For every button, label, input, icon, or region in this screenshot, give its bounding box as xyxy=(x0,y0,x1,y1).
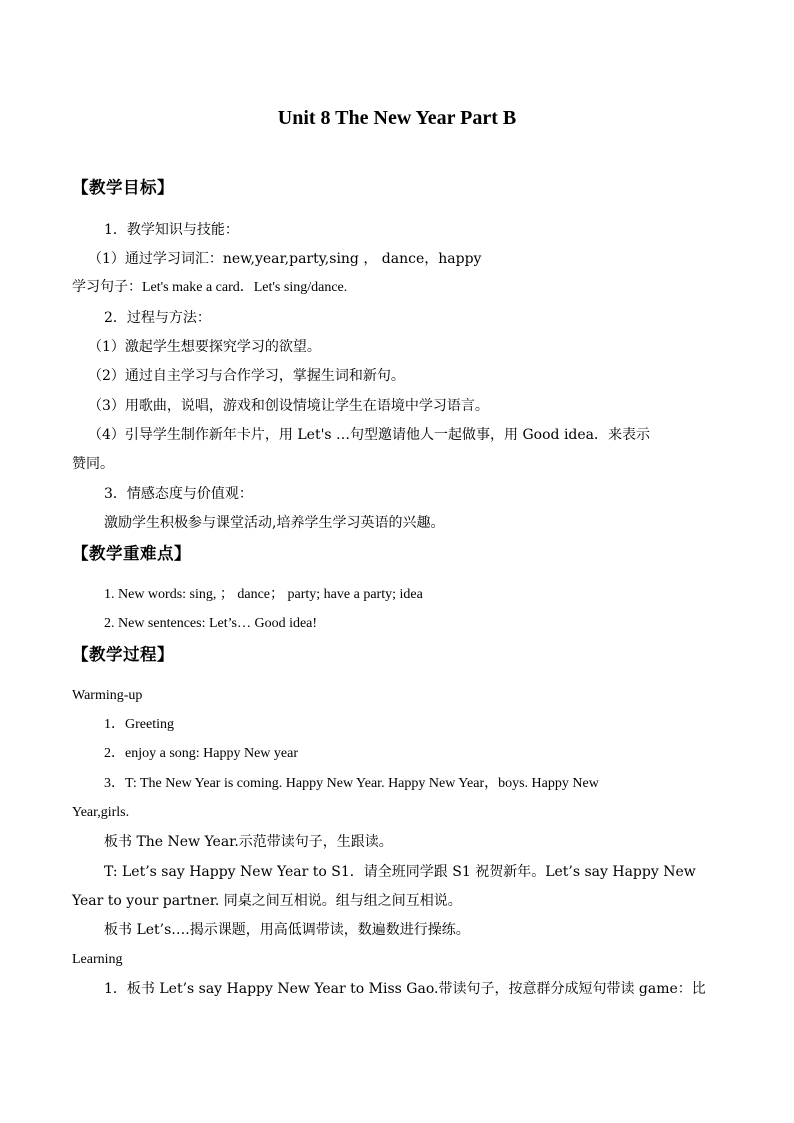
process-line: Warming-up xyxy=(72,688,143,703)
process-line: 3．T: The New Year is coming. Happy New Year. Happy New Year，boys. Happy New xyxy=(104,776,599,791)
process-line: 板书 Let’s….揭示课题，用高低调带读，数遍数进行操练。 xyxy=(104,922,470,938)
section-heading-key-points: 【教学重难点】 xyxy=(72,544,191,563)
process-line: T: Let’s say Happy New Year to S1．请全班同学跟 S1 祝贺新年。Let’s say Happy New xyxy=(104,864,696,880)
goals-line: 学习句子：Let's make a card．Let's sing/dance. xyxy=(72,280,348,295)
document-title: Unit 8 The New Year Part B xyxy=(277,107,517,129)
goals-line: 2．过程与方法： xyxy=(104,310,211,326)
goals-line: 赞同。 xyxy=(72,456,114,472)
goals-line: 激励学生积极参与课堂活动,培养学生学习英语的兴趣。 xyxy=(104,515,445,531)
goals-line: （1）激起学生想要探究学习的欲望。 xyxy=(88,339,321,355)
goals-line: （1）通过学习词汇：new,year,party,sing ， dance，happy xyxy=(88,251,482,267)
key-points-line: 1. New words: sing, ； dance； party; have a party; idea xyxy=(104,587,423,602)
goals-line: 3．情感态度与价值观： xyxy=(104,486,253,502)
process-line: 1．板书 Let’s say Happy New Year to Miss Gao.带读句子，按意群分成短句带读 game：比 xyxy=(104,981,706,997)
process-line: 1．Greeting xyxy=(104,717,174,732)
goals-line: （3）用歌曲，说唱，游戏和创设情境让学生在语境中学习语言。 xyxy=(88,398,489,414)
section-heading-goals: 【教学目标】 xyxy=(72,178,174,197)
key-points-line: 2. New sentences: Let’s… Good idea! xyxy=(104,616,318,631)
process-line: 板书 The New Year.示范带读句子，生跟读。 xyxy=(104,834,393,850)
goals-line: （4）引导学生制作新年卡片，用 Let's …句型邀请他人一起做事，用 Good idea．来表示 xyxy=(88,427,651,443)
goals-line: （2）通过自主学习与合作学习，掌握生词和新句。 xyxy=(88,368,405,384)
process-line: Learning xyxy=(72,952,123,967)
process-line: Year,girls. xyxy=(72,805,130,820)
process-line: 2．enjoy a song: Happy New year xyxy=(104,746,299,761)
process-line: Year to your partner. 同桌之间互相说。组与组之间互相说。 xyxy=(72,893,462,909)
goals-line: 1．教学知识与技能： xyxy=(104,222,239,238)
section-heading-process: 【教学过程】 xyxy=(72,645,174,664)
